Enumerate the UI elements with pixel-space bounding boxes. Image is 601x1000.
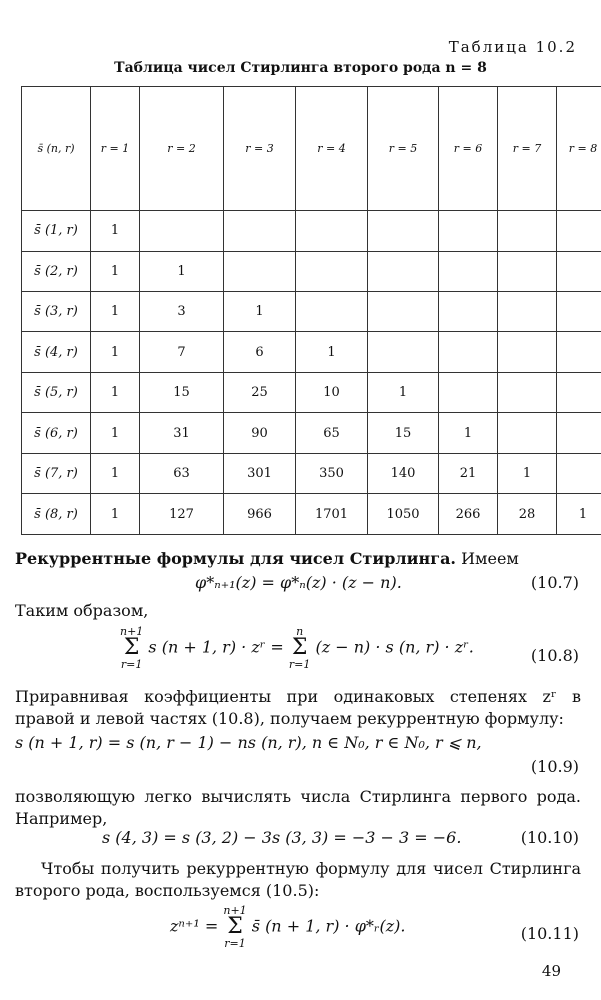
column-header: r = 6 — [439, 87, 498, 211]
column-header: r = 2 — [140, 87, 224, 211]
table-row — [22, 494, 601, 535]
table-cell — [498, 291, 557, 331]
table-cell: 10 — [296, 372, 368, 412]
table-cell: 7 — [140, 332, 224, 372]
equation-number-10-9: (10.9) — [530, 757, 579, 776]
table-header-row — [22, 87, 601, 211]
table-row — [22, 211, 601, 251]
row-label: s̄ (3, r) — [22, 291, 91, 331]
table-cell: 65 — [296, 413, 368, 453]
table-cell: 266 — [439, 494, 498, 535]
table-cell — [557, 291, 601, 331]
table-cell: 1 — [296, 332, 368, 372]
table-cell — [368, 251, 439, 291]
table-cell: 25 — [224, 372, 296, 412]
table-cell: 21 — [439, 453, 498, 493]
equation-number-10-8: (10.8) — [530, 646, 579, 665]
table-row — [22, 453, 601, 493]
section-heading: Рекуррентные формулы для чисел Стирлинга. — [15, 549, 456, 568]
row-label: s̄ (2, r) — [22, 251, 91, 291]
row-label: s̄ (8, r) — [22, 494, 91, 535]
table-cell: 31 — [140, 413, 224, 453]
table-cell — [498, 372, 557, 412]
table-cell: 1 — [91, 413, 140, 453]
section-intro-line — [15, 548, 581, 570]
row-label: s̄ (1, r) — [22, 211, 91, 251]
table-cell: 1 — [557, 494, 601, 535]
text-thus: Таким образом, — [15, 601, 149, 620]
table-cell — [557, 251, 601, 291]
table-row — [22, 332, 601, 372]
equation-10-7: φ*ₙ₊₁(z) = φ*ₙ(z) · (z − n). — [195, 573, 402, 592]
table-cell: 15 — [368, 413, 439, 453]
table-cell: 6 — [224, 332, 296, 372]
column-header: r = 4 — [296, 87, 368, 211]
equation-number-10-7: (10.7) — [530, 573, 579, 592]
table-cell: 15 — [140, 372, 224, 412]
table-corner-header: s̄ (n, r) — [22, 87, 91, 211]
table-cell: 1 — [91, 332, 140, 372]
table-cell — [557, 372, 601, 412]
row-label: s̄ (6, r) — [22, 413, 91, 453]
table-cell: 1 — [91, 372, 140, 412]
sum-symbol-left: n+1 Σ r=1 — [120, 625, 144, 671]
equation-10-8-lhs: s (n + 1, r) · zʳ = — [148, 637, 284, 657]
column-header: r = 5 — [368, 87, 439, 211]
stirling-table — [21, 86, 601, 535]
table-cell: 140 — [368, 453, 439, 493]
table-label: Таблица 10.2 — [448, 38, 577, 56]
equation-number-10-11: (10.11) — [520, 924, 579, 943]
table-row — [22, 372, 601, 412]
equation-10-11-body: s̄ (n + 1, r) · φ*ᵣ(z). — [251, 916, 406, 936]
table-cell — [368, 211, 439, 251]
column-header: r = 1 — [91, 87, 140, 211]
equation-10-11-lhs: zⁿ⁺¹ = — [170, 916, 219, 936]
table-cell — [498, 332, 557, 372]
table-cell — [296, 211, 368, 251]
paragraph-equate: Приравнивая коэффициенты при одинаковых степенях zʳ в правой и левой частях (10.8), получаем рекуррентную формулу: — [15, 687, 581, 728]
table-cell — [557, 211, 601, 251]
column-header: r = 7 — [498, 87, 557, 211]
equation-10-8-rhs: (z − n) · s (n, r) · zʳ. — [315, 637, 474, 657]
table-cell: 1 — [439, 413, 498, 453]
table-cell: 1050 — [368, 494, 439, 535]
table-cell: 966 — [224, 494, 296, 535]
column-header: r = 3 — [224, 87, 296, 211]
table-cell — [498, 251, 557, 291]
table-cell: 3 — [140, 291, 224, 331]
table-cell — [557, 413, 601, 453]
table-cell — [439, 332, 498, 372]
equation-10-10: s (4, 3) = s (3, 2) − 3s (3, 3) = −3 − 3 = −6. — [102, 828, 462, 847]
table-cell — [557, 332, 601, 372]
table-cell: 28 — [498, 494, 557, 535]
table-cell: 1 — [498, 453, 557, 493]
section-intro: Имеем — [461, 549, 519, 568]
table-cell: 1701 — [296, 494, 368, 535]
table-cell — [368, 332, 439, 372]
table-cell — [557, 453, 601, 493]
table-cell — [140, 211, 224, 251]
table-cell — [224, 211, 296, 251]
table-caption: Таблица чисел Стирлинга второго рода n = 8 — [114, 60, 487, 76]
paragraph-second: Чтобы получить рекуррентную формулу для чисел Стирлинга второго рода, воспользуемся (10.5): — [15, 859, 581, 900]
equation-10-11 — [170, 905, 405, 949]
table-cell: 1 — [91, 251, 140, 291]
paragraph-easy: позволяющую легко вычислять числа Стирлинга первого рода. Например, — [15, 787, 581, 828]
table-cell: 63 — [140, 453, 224, 493]
table-row — [22, 291, 601, 331]
table-cell: 1 — [368, 372, 439, 412]
table-cell: 1 — [91, 453, 140, 493]
row-label: s̄ (5, r) — [22, 372, 91, 412]
table-cell — [224, 251, 296, 291]
table-cell: 350 — [296, 453, 368, 493]
table-cell: 1 — [224, 291, 296, 331]
table-cell: 1 — [91, 291, 140, 331]
equation-10-9: s (n + 1, r) = s (n, r − 1) − ns (n, r), n ∈ N₀, r ∈ N₀, r ⩽ n, — [15, 733, 482, 752]
table-cell: 301 — [224, 453, 296, 493]
table-cell — [439, 251, 498, 291]
table-cell — [296, 251, 368, 291]
table-cell — [439, 372, 498, 412]
table-cell — [296, 291, 368, 331]
sum-symbol-10-11: n+1 Σ r=1 — [223, 904, 247, 950]
sum-symbol-right: n Σ r=1 — [288, 625, 311, 671]
table-cell — [498, 413, 557, 453]
table-cell — [439, 291, 498, 331]
table-cell: 1 — [91, 211, 140, 251]
row-label: s̄ (7, r) — [22, 453, 91, 493]
column-header: r = 8 — [557, 87, 601, 211]
table-cell: 1 — [91, 494, 140, 535]
table-cell — [498, 211, 557, 251]
table-cell: 127 — [140, 494, 224, 535]
table-row — [22, 251, 601, 291]
table-cell — [439, 211, 498, 251]
row-label: s̄ (4, r) — [22, 332, 91, 372]
equation-10-8 — [120, 626, 474, 670]
page-number: 49 — [541, 962, 561, 980]
table-cell: 1 — [140, 251, 224, 291]
table-cell: 90 — [224, 413, 296, 453]
table-row — [22, 413, 601, 453]
equation-number-10-10: (10.10) — [520, 828, 579, 847]
table-cell — [368, 291, 439, 331]
